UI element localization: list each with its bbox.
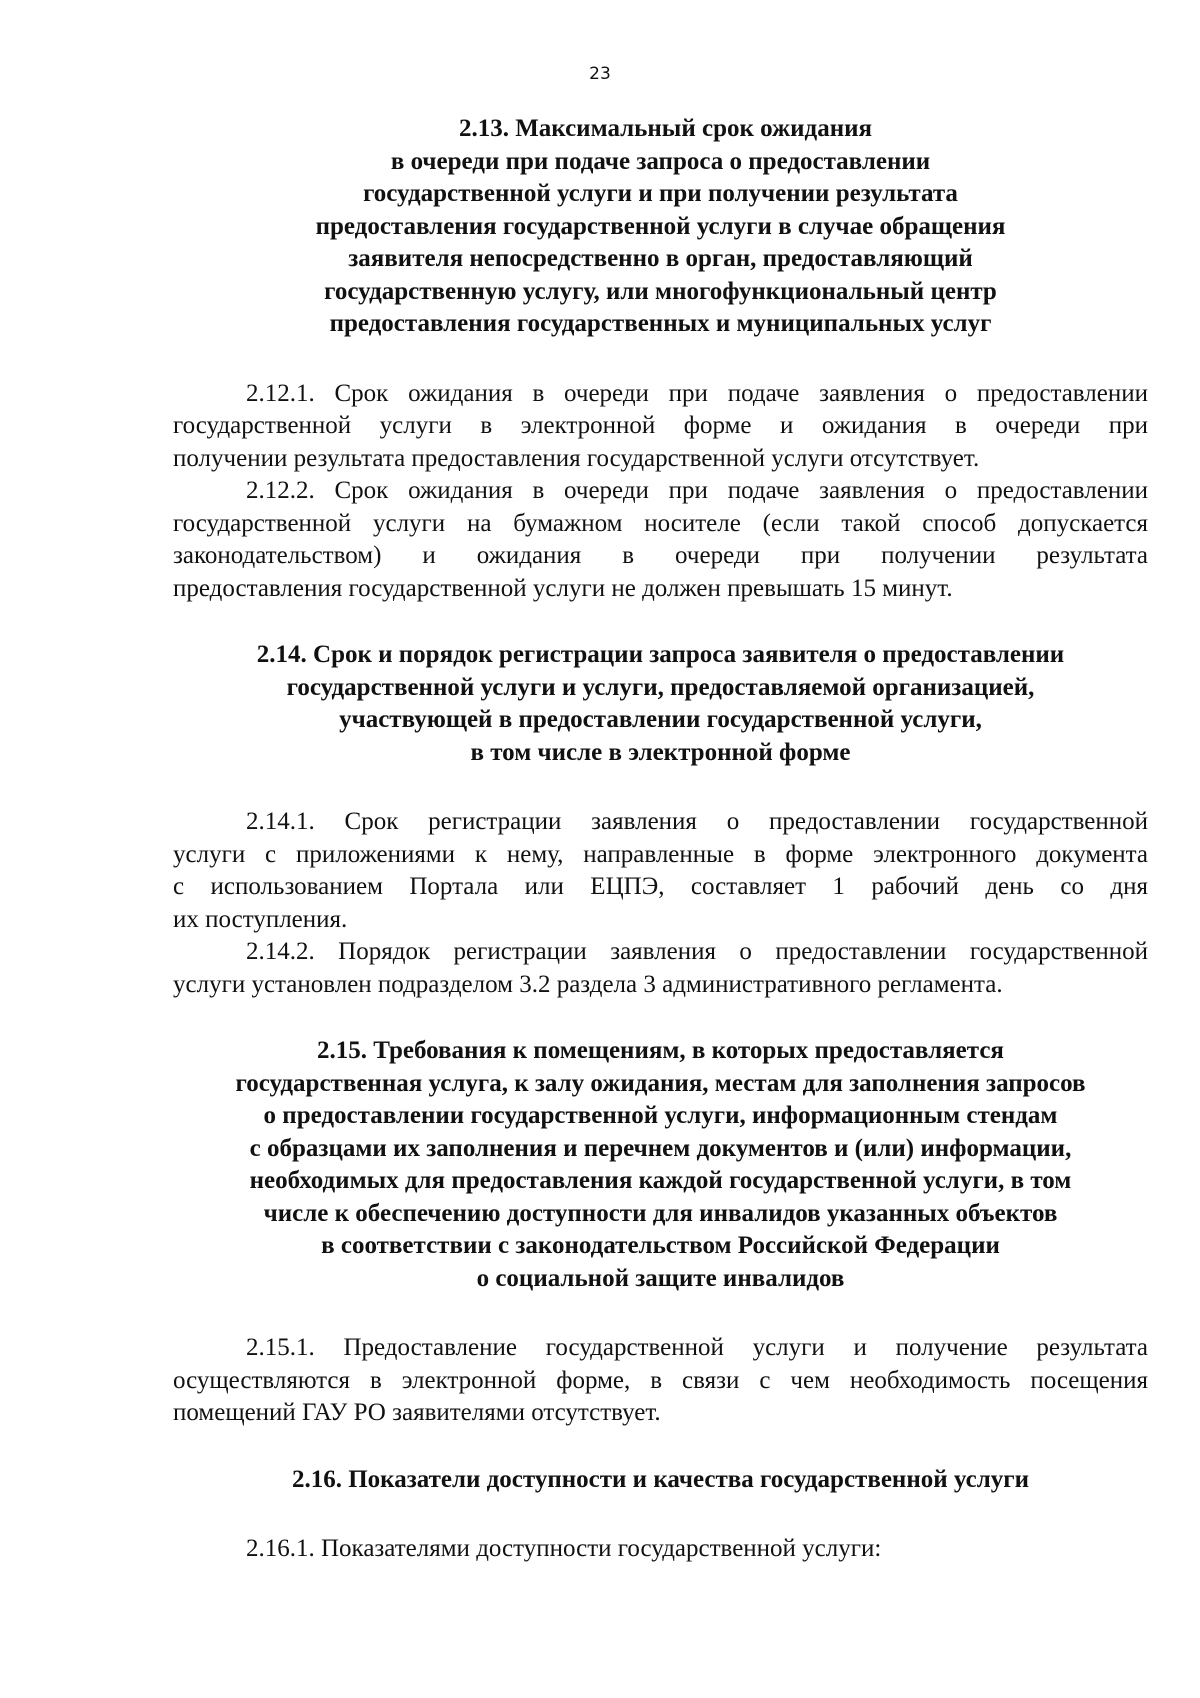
heading-line: в очереди при подаче запроса о предоставлении	[390, 147, 931, 175]
text-line: получении результата предоставления государственной услуги отсутствует.	[173, 444, 980, 472]
heading-line: в том числе в электронной форме	[470, 738, 851, 766]
text-line: 2.12.2. Срок ожидания в очереди при подаче заявления о предоставлении	[246, 477, 1148, 504]
text-line: законодательством) и ожидания в очереди при получении результата	[173, 542, 1148, 569]
heading-line: 2.15. Требования к помещениям, в которых предоставляется	[317, 1037, 1004, 1064]
text-line: 2.15.1. Предоставление государственной услуги и получение результата	[246, 1334, 1148, 1361]
text-line: государственной услуги на бумажном носителе (если такой способ допускается	[173, 509, 1148, 537]
heading-line: государственную услугу, или многофункциональный центр	[324, 277, 997, 305]
paragraph-2-14-2	[173, 936, 1148, 1001]
heading-line: предоставления государственной услуги в случае обращения	[315, 212, 1006, 240]
paragraph-2-12-1	[173, 378, 1148, 476]
heading-2-16	[173, 1464, 1148, 1497]
document-body	[173, 113, 1148, 1566]
text-line: государственной услуги в электронной форме и ожидания в очереди при	[173, 412, 1148, 439]
heading-fragment: ожидания	[760, 115, 873, 142]
heading-line: в соответствии с законодательством Российской Федерации	[321, 1232, 1000, 1259]
text-line: помещений ГАУ РО заявителями отсутствует.	[173, 1399, 661, 1426]
heading-line: заявителя непосредственно в орган, предоставляющий	[348, 245, 973, 272]
text-line: предоставления государственной услуги не должен превышать 15 минут.	[173, 574, 953, 602]
heading-line: государственной услуги и услуги, предоставляемой организацией,	[286, 673, 1035, 701]
text-line: услуги установлен подразделом 3.2 раздела 3 административного регламента.	[173, 970, 1003, 998]
paragraph-2-15-1	[173, 1332, 1148, 1430]
heading-line: участвующей в предоставлении государственной услуги,	[339, 706, 982, 733]
paragraph-2-14-1	[173, 806, 1148, 936]
text-line: 2.16.1. Показателями доступности государственной услуги:	[246, 1535, 882, 1562]
heading-line: 2.14. Срок и порядок регистрации запроса заявителя о предоставлении	[256, 641, 1065, 668]
paragraph-2-16-1	[173, 1533, 1148, 1566]
heading-2-14	[173, 639, 1148, 769]
heading-line: государственной услуги и при получении результата	[363, 180, 958, 207]
text-line: 2.12.1. Срок ожидания в очереди при подаче заявления о предоставлении	[246, 379, 1148, 407]
heading-line: числе к обеспечению доступности для инвалидов указанных объектов	[263, 1199, 1058, 1227]
heading-line: необходимых для предоставления каждой государственной услуги, в том	[249, 1167, 1072, 1194]
heading-line	[173, 113, 1148, 146]
heading-2-15	[173, 1035, 1148, 1295]
heading-line: о социальной защите инвалидов	[476, 1264, 845, 1292]
page-number: 23	[589, 64, 611, 84]
paragraph-2-12-2	[173, 475, 1148, 605]
text-line: 2.14.2. Порядок регистрации заявления о предоставлении государственной	[246, 938, 1148, 965]
heading-fragment: 2.13. Максимальный срок	[458, 115, 754, 142]
heading-2-13	[173, 113, 1148, 341]
text-line: услуги с приложениями к нему, направленные в форме электронного документа	[173, 840, 1148, 868]
text-line: их поступления.	[173, 905, 348, 933]
text-line: 2.14.1. Срок регистрации заявления о предоставлении государственной	[246, 808, 1148, 835]
heading-line: государственная услуга, к залу ожидания, местам для заполнения запросов	[235, 1069, 1086, 1097]
heading-line: 2.16. Показатели доступности и качества государственной услуги	[291, 1465, 1030, 1493]
text-line: осуществляются в электронной форме, в связи с чем необходимость посещения	[173, 1366, 1148, 1394]
heading-line: о предоставлении государственной услуги, информационным стендам	[263, 1102, 1058, 1129]
heading-line: предоставления государственных и муниципальных услуг	[329, 310, 992, 337]
text-line: с использованием Портала или ЕЦПЭ, составляет 1 рабочий день со дня	[173, 873, 1148, 900]
heading-line: с образцами их заполнения и перечнем документов и (или) информации,	[249, 1134, 1072, 1162]
